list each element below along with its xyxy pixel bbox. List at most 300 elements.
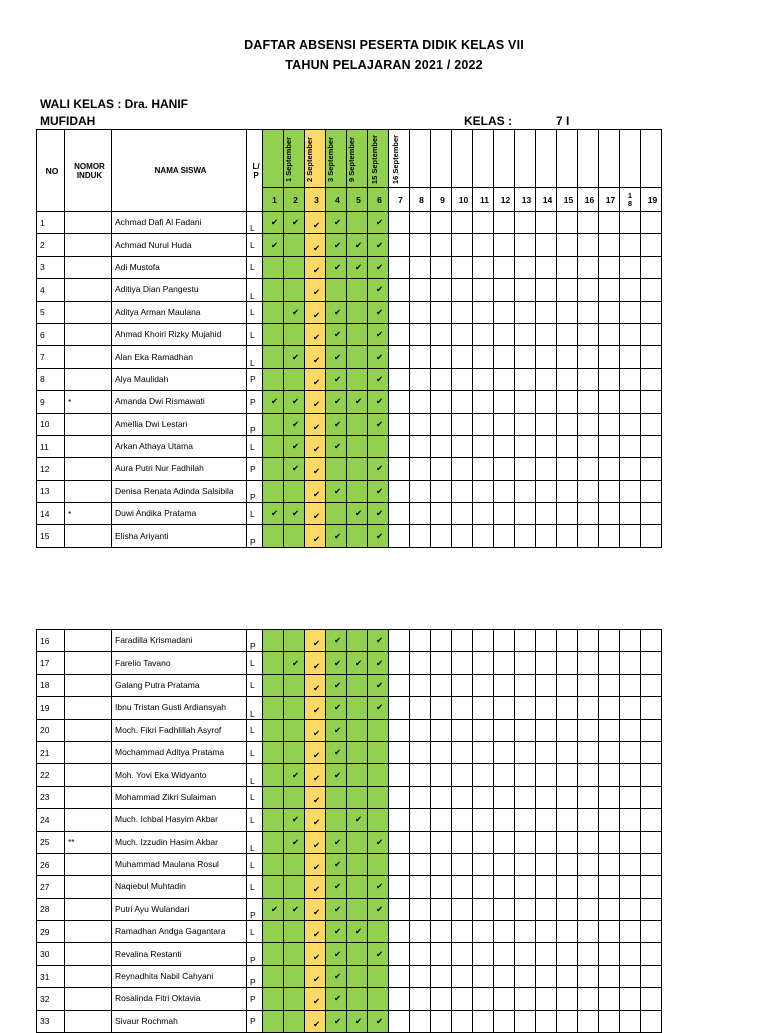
attendance-cell bbox=[347, 256, 368, 278]
attendance-cell-empty bbox=[494, 898, 515, 920]
attendance-cell-empty bbox=[515, 965, 536, 987]
attendance-cell-empty bbox=[494, 525, 515, 547]
check-icon: ✔ bbox=[312, 1018, 321, 1029]
attendance-cell-empty bbox=[515, 301, 536, 323]
student-no: 32 bbox=[37, 988, 65, 1010]
attendance-cell-empty bbox=[494, 876, 515, 898]
attendance-cell bbox=[368, 921, 389, 943]
attendance-cell bbox=[305, 697, 326, 719]
student-name: Farelio Tavano bbox=[112, 652, 247, 674]
kelas-label: KELAS : bbox=[464, 114, 512, 128]
student-gender: L bbox=[247, 279, 263, 301]
attendance-cell-empty bbox=[473, 480, 494, 502]
check-icon: ✔ bbox=[375, 396, 384, 407]
wali-kelas-name: MUFIDAH bbox=[40, 114, 96, 128]
attendance-cell bbox=[284, 921, 305, 943]
student-gender: L bbox=[247, 786, 263, 808]
attendance-cell-empty bbox=[557, 943, 578, 965]
attendance-cell-empty bbox=[452, 503, 473, 525]
attendance-cell bbox=[326, 965, 347, 987]
attendance-cell bbox=[305, 346, 326, 368]
student-nomor-induk bbox=[65, 876, 112, 898]
student-gender: P bbox=[247, 988, 263, 1010]
student-name: Denisa Renata Adinda Salsibila bbox=[112, 480, 247, 502]
attendance-cell-empty bbox=[557, 988, 578, 1010]
attendance-cell-empty bbox=[620, 346, 641, 368]
attendance-cell-empty bbox=[641, 764, 662, 786]
attendance-cell-empty bbox=[410, 786, 431, 808]
attendance-cell-empty bbox=[536, 256, 557, 278]
meeting-number: 7 bbox=[389, 188, 410, 212]
attendance-cell-empty bbox=[431, 212, 452, 234]
attendance-cell-empty bbox=[641, 279, 662, 301]
attendance-cell bbox=[326, 234, 347, 256]
check-icon: ✔ bbox=[333, 702, 342, 713]
attendance-cell-empty bbox=[578, 1010, 599, 1032]
attendance-cell-empty bbox=[599, 898, 620, 920]
attendance-cell-empty bbox=[557, 279, 578, 301]
attendance-cell-empty bbox=[473, 786, 494, 808]
attendance-cell bbox=[368, 301, 389, 323]
attendance-cell-empty bbox=[599, 256, 620, 278]
attendance-cell-empty bbox=[431, 279, 452, 301]
attendance-cell-empty bbox=[578, 697, 599, 719]
attendance-cell bbox=[368, 719, 389, 741]
check-icon: ✔ bbox=[291, 351, 300, 362]
attendance-cell bbox=[347, 480, 368, 502]
attendance-cell-empty bbox=[599, 630, 620, 652]
attendance-cell-empty bbox=[599, 503, 620, 525]
attendance-cell-empty bbox=[431, 674, 452, 696]
attendance-cell bbox=[305, 525, 326, 547]
attendance-cell-empty bbox=[452, 921, 473, 943]
attendance-cell-empty bbox=[620, 876, 641, 898]
attendance-cell-empty bbox=[536, 346, 557, 368]
student-name: Revalina Restanti bbox=[112, 943, 247, 965]
attendance-cell bbox=[326, 786, 347, 808]
attendance-cell-empty bbox=[557, 458, 578, 480]
attendance-cell-empty bbox=[536, 652, 557, 674]
student-no: 29 bbox=[37, 921, 65, 943]
attendance-cell bbox=[305, 458, 326, 480]
student-row bbox=[37, 346, 662, 368]
check-icon: ✔ bbox=[312, 638, 321, 649]
attendance-cell bbox=[305, 674, 326, 696]
attendance-cell-empty bbox=[620, 741, 641, 763]
attendance-cell-empty bbox=[431, 256, 452, 278]
attendance-cell-empty bbox=[389, 674, 410, 696]
attendance-cell-empty bbox=[599, 435, 620, 457]
attendance-cell-empty bbox=[578, 988, 599, 1010]
attendance-cell bbox=[263, 786, 284, 808]
student-gender: L bbox=[247, 853, 263, 875]
attendance-cell-empty bbox=[557, 435, 578, 457]
attendance-cell-empty bbox=[494, 719, 515, 741]
attendance-cell bbox=[368, 741, 389, 763]
check-icon: ✔ bbox=[354, 508, 363, 519]
attendance-cell bbox=[305, 764, 326, 786]
attendance-cell-empty bbox=[557, 719, 578, 741]
student-name: Amellia Dwi Lestari bbox=[112, 413, 247, 435]
attendance-cell-empty bbox=[410, 503, 431, 525]
student-name: Much. Izzudin Hasim Akbar bbox=[112, 831, 247, 853]
check-icon: ✔ bbox=[354, 814, 363, 825]
check-icon: ✔ bbox=[333, 373, 342, 384]
check-icon: ✔ bbox=[354, 1015, 363, 1026]
check-icon: ✔ bbox=[291, 396, 300, 407]
attendance-cell-empty bbox=[578, 652, 599, 674]
attendance-cell-empty bbox=[431, 988, 452, 1010]
student-row bbox=[37, 921, 662, 943]
attendance-cell-empty bbox=[515, 435, 536, 457]
attendance-cell bbox=[368, 391, 389, 413]
date-header-empty bbox=[578, 130, 599, 188]
check-icon: ✔ bbox=[375, 485, 384, 496]
check-icon: ✔ bbox=[375, 306, 384, 317]
attendance-cell-empty bbox=[494, 279, 515, 301]
attendance-cell-empty bbox=[578, 458, 599, 480]
attendance-cell-empty bbox=[452, 898, 473, 920]
attendance-cell bbox=[263, 630, 284, 652]
attendance-cell bbox=[284, 458, 305, 480]
attendance-cell-empty bbox=[578, 279, 599, 301]
meeting-number: 18 bbox=[620, 188, 641, 212]
attendance-cell bbox=[368, 435, 389, 457]
attendance-cell bbox=[263, 876, 284, 898]
student-row bbox=[37, 234, 662, 256]
attendance-cell-empty bbox=[452, 831, 473, 853]
attendance-cell bbox=[326, 853, 347, 875]
student-nomor-induk bbox=[65, 719, 112, 741]
check-icon: ✔ bbox=[291, 769, 300, 780]
attendance-cell bbox=[284, 301, 305, 323]
attendance-cell-empty bbox=[515, 413, 536, 435]
attendance-cell-empty bbox=[536, 503, 557, 525]
student-nomor-induk bbox=[65, 652, 112, 674]
attendance-cell-empty bbox=[452, 279, 473, 301]
attendance-cell-empty bbox=[515, 630, 536, 652]
attendance-cell bbox=[305, 279, 326, 301]
attendance-cell-empty bbox=[620, 256, 641, 278]
student-no: 10 bbox=[37, 413, 65, 435]
check-icon: ✔ bbox=[291, 836, 300, 847]
attendance-cell-empty bbox=[389, 480, 410, 502]
attendance-cell-empty bbox=[578, 368, 599, 390]
check-icon: ✔ bbox=[312, 354, 321, 365]
attendance-cell-empty bbox=[494, 764, 515, 786]
student-row bbox=[37, 503, 662, 525]
check-icon: ✔ bbox=[291, 814, 300, 825]
attendance-cell-empty bbox=[599, 234, 620, 256]
attendance-cell-empty bbox=[431, 921, 452, 943]
check-icon: ✔ bbox=[333, 679, 342, 690]
attendance-cell bbox=[347, 741, 368, 763]
date-header-empty bbox=[641, 130, 662, 188]
check-icon: ✔ bbox=[270, 903, 279, 914]
attendance-cell bbox=[284, 988, 305, 1010]
attendance-cell-empty bbox=[599, 368, 620, 390]
attendance-cell-empty bbox=[452, 368, 473, 390]
student-name: Achmad Dafi Al Fadani bbox=[112, 212, 247, 234]
attendance-cell-empty bbox=[578, 741, 599, 763]
attendance-cell-empty bbox=[389, 279, 410, 301]
attendance-cell bbox=[347, 368, 368, 390]
check-icon: ✔ bbox=[375, 679, 384, 690]
student-name: Ahmad Khoiri Rizky Mujahid bbox=[112, 323, 247, 345]
attendance-cell-empty bbox=[473, 921, 494, 943]
check-icon: ✔ bbox=[333, 881, 342, 892]
check-icon: ✔ bbox=[291, 657, 300, 668]
student-nomor-induk bbox=[65, 279, 112, 301]
check-icon: ✔ bbox=[333, 306, 342, 317]
attendance-cell bbox=[368, 256, 389, 278]
attendance-cell bbox=[347, 630, 368, 652]
attendance-cell bbox=[368, 943, 389, 965]
check-icon: ✔ bbox=[312, 660, 321, 671]
attendance-cell-empty bbox=[494, 480, 515, 502]
date-header-empty bbox=[557, 130, 578, 188]
attendance-cell-empty bbox=[599, 786, 620, 808]
attendance-cell-empty bbox=[494, 674, 515, 696]
student-no: 1 bbox=[37, 212, 65, 234]
attendance-cell bbox=[368, 876, 389, 898]
check-icon: ✔ bbox=[291, 441, 300, 452]
attendance-cell bbox=[263, 435, 284, 457]
attendance-cell-empty bbox=[410, 256, 431, 278]
attendance-cell-empty bbox=[578, 234, 599, 256]
check-icon: ✔ bbox=[333, 530, 342, 541]
attendance-cell-empty bbox=[599, 674, 620, 696]
student-gender: P bbox=[247, 525, 263, 547]
check-icon: ✔ bbox=[333, 993, 342, 1004]
meeting-number: 16 bbox=[578, 188, 599, 212]
attendance-cell-empty bbox=[452, 435, 473, 457]
attendance-cell bbox=[368, 786, 389, 808]
attendance-cell-empty bbox=[641, 391, 662, 413]
attendance-cell-empty bbox=[410, 831, 431, 853]
attendance-cell-empty bbox=[452, 212, 473, 234]
check-icon: ✔ bbox=[375, 239, 384, 250]
attendance-cell bbox=[263, 719, 284, 741]
attendance-cell-empty bbox=[536, 943, 557, 965]
attendance-cell-empty bbox=[494, 786, 515, 808]
attendance-cell bbox=[326, 630, 347, 652]
student-no: 26 bbox=[37, 853, 65, 875]
attendance-cell-empty bbox=[641, 458, 662, 480]
student-gender: L bbox=[247, 809, 263, 831]
attendance-cell-empty bbox=[410, 719, 431, 741]
attendance-cell-empty bbox=[515, 898, 536, 920]
attendance-cell-empty bbox=[536, 697, 557, 719]
check-icon: ✔ bbox=[312, 772, 321, 783]
attendance-cell-empty bbox=[389, 921, 410, 943]
attendance-cell-empty bbox=[536, 368, 557, 390]
attendance-cell-empty bbox=[515, 831, 536, 853]
attendance-cell-empty bbox=[620, 921, 641, 943]
attendance-cell-empty bbox=[473, 256, 494, 278]
attendance-cell-empty bbox=[494, 503, 515, 525]
student-nomor-induk bbox=[65, 630, 112, 652]
attendance-cell-empty bbox=[494, 853, 515, 875]
attendance-cell-empty bbox=[473, 719, 494, 741]
attendance-cell-empty bbox=[452, 630, 473, 652]
attendance-cell-empty bbox=[473, 741, 494, 763]
student-no: 24 bbox=[37, 809, 65, 831]
attendance-cell-empty bbox=[473, 346, 494, 368]
student-gender: L bbox=[247, 719, 263, 741]
attendance-cell-empty bbox=[452, 853, 473, 875]
attendance-cell-empty bbox=[473, 279, 494, 301]
attendance-cell bbox=[263, 674, 284, 696]
check-icon: ✔ bbox=[312, 242, 321, 253]
attendance-cell-empty bbox=[452, 391, 473, 413]
attendance-cell-empty bbox=[431, 741, 452, 763]
student-nomor-induk bbox=[65, 256, 112, 278]
attendance-cell-empty bbox=[641, 435, 662, 457]
student-row bbox=[37, 212, 662, 234]
student-name: Moch. Fikri Fadhlillah Asyrof bbox=[112, 719, 247, 741]
attendance-cell-empty bbox=[389, 988, 410, 1010]
attendance-cell-empty bbox=[536, 719, 557, 741]
attendance-table-part1 bbox=[36, 129, 662, 548]
meeting-number: 5 bbox=[347, 188, 368, 212]
attendance-cell-empty bbox=[389, 741, 410, 763]
check-icon: ✔ bbox=[375, 261, 384, 272]
student-row bbox=[37, 988, 662, 1010]
attendance-cell-empty bbox=[389, 301, 410, 323]
student-row bbox=[37, 458, 662, 480]
attendance-cell-empty bbox=[641, 697, 662, 719]
student-gender: L bbox=[247, 674, 263, 696]
attendance-cell-empty bbox=[536, 898, 557, 920]
attendance-cell-empty bbox=[473, 764, 494, 786]
attendance-cell-empty bbox=[620, 480, 641, 502]
student-row bbox=[37, 480, 662, 502]
attendance-cell bbox=[284, 674, 305, 696]
attendance-cell-empty bbox=[431, 719, 452, 741]
attendance-cell-empty bbox=[431, 764, 452, 786]
check-icon: ✔ bbox=[312, 511, 321, 522]
attendance-cell-empty bbox=[410, 697, 431, 719]
attendance-cell-empty bbox=[515, 503, 536, 525]
attendance-cell-empty bbox=[494, 458, 515, 480]
student-row bbox=[37, 279, 662, 301]
attendance-cell bbox=[347, 764, 368, 786]
document-subtitle: TAHUN PELAJARAN 2021 / 2022 bbox=[285, 58, 483, 72]
attendance-cell-empty bbox=[452, 809, 473, 831]
attendance-cell bbox=[263, 346, 284, 368]
attendance-cell-empty bbox=[557, 965, 578, 987]
col-header-nama-siswa: NAMA SISWA bbox=[112, 130, 247, 212]
attendance-cell-empty bbox=[620, 1010, 641, 1032]
attendance-cell-empty bbox=[389, 368, 410, 390]
attendance-cell-empty bbox=[641, 234, 662, 256]
student-name: Elisha Ariyanti bbox=[112, 525, 247, 547]
attendance-cell-empty bbox=[599, 988, 620, 1010]
meeting-number: 19 bbox=[641, 188, 662, 212]
attendance-cell-empty bbox=[389, 697, 410, 719]
document-title: DAFTAR ABSENSI PESERTA DIDIK KELAS VII bbox=[244, 38, 524, 52]
attendance-cell-empty bbox=[620, 943, 641, 965]
check-icon: ✔ bbox=[333, 418, 342, 429]
attendance-cell-empty bbox=[536, 921, 557, 943]
attendance-cell-empty bbox=[389, 525, 410, 547]
check-icon: ✔ bbox=[375, 284, 384, 295]
attendance-cell-empty bbox=[599, 853, 620, 875]
attendance-cell-empty bbox=[578, 898, 599, 920]
attendance-cell-empty bbox=[578, 853, 599, 875]
attendance-cell-empty bbox=[473, 368, 494, 390]
attendance-cell-empty bbox=[557, 741, 578, 763]
attendance-cell-empty bbox=[536, 965, 557, 987]
attendance-cell bbox=[368, 212, 389, 234]
check-icon: ✔ bbox=[354, 926, 363, 937]
attendance-cell bbox=[284, 809, 305, 831]
student-no: 13 bbox=[37, 480, 65, 502]
attendance-cell-empty bbox=[389, 652, 410, 674]
attendance-cell-empty bbox=[494, 809, 515, 831]
attendance-cell-empty bbox=[473, 435, 494, 457]
student-nomor-induk bbox=[65, 368, 112, 390]
attendance-cell-empty bbox=[494, 256, 515, 278]
attendance-cell-empty bbox=[620, 988, 641, 1010]
attendance-cell-empty bbox=[578, 674, 599, 696]
student-gender: L bbox=[247, 503, 263, 525]
attendance-cell bbox=[284, 346, 305, 368]
check-icon: ✔ bbox=[333, 1015, 342, 1026]
student-nomor-induk bbox=[65, 943, 112, 965]
attendance-cell-empty bbox=[452, 965, 473, 987]
check-icon: ✔ bbox=[333, 239, 342, 250]
meeting-number: 9 bbox=[431, 188, 452, 212]
attendance-cell-empty bbox=[431, 786, 452, 808]
student-row bbox=[37, 809, 662, 831]
attendance-cell-empty bbox=[410, 413, 431, 435]
student-no: 9 bbox=[37, 391, 65, 413]
attendance-cell-empty bbox=[410, 346, 431, 368]
student-no: 6 bbox=[37, 323, 65, 345]
student-name: Muhammad Maulana Rosul bbox=[112, 853, 247, 875]
meeting-number: 6 bbox=[368, 188, 389, 212]
attendance-cell-empty bbox=[389, 1010, 410, 1032]
attendance-cell-empty bbox=[515, 1010, 536, 1032]
student-gender: L bbox=[247, 741, 263, 763]
attendance-cell-empty bbox=[452, 301, 473, 323]
attendance-cell bbox=[347, 876, 368, 898]
attendance-cell bbox=[263, 368, 284, 390]
attendance-cell-empty bbox=[557, 323, 578, 345]
date-header-empty bbox=[620, 130, 641, 188]
attendance-cell bbox=[326, 323, 347, 345]
student-no: 19 bbox=[37, 697, 65, 719]
student-row bbox=[37, 391, 662, 413]
attendance-cell-empty bbox=[494, 652, 515, 674]
attendance-cell-empty bbox=[452, 256, 473, 278]
attendance-cell-empty bbox=[536, 741, 557, 763]
student-nomor-induk bbox=[65, 809, 112, 831]
attendance-cell-empty bbox=[515, 764, 536, 786]
student-name: Aura Putri Nur Fadhilah bbox=[112, 458, 247, 480]
student-row bbox=[37, 741, 662, 763]
attendance-cell-empty bbox=[389, 719, 410, 741]
attendance-cell-empty bbox=[473, 697, 494, 719]
attendance-cell-empty bbox=[431, 368, 452, 390]
attendance-cell bbox=[347, 786, 368, 808]
check-icon: ✔ bbox=[291, 508, 300, 519]
date-header-empty bbox=[599, 130, 620, 188]
attendance-cell bbox=[368, 1010, 389, 1032]
attendance-cell bbox=[326, 480, 347, 502]
